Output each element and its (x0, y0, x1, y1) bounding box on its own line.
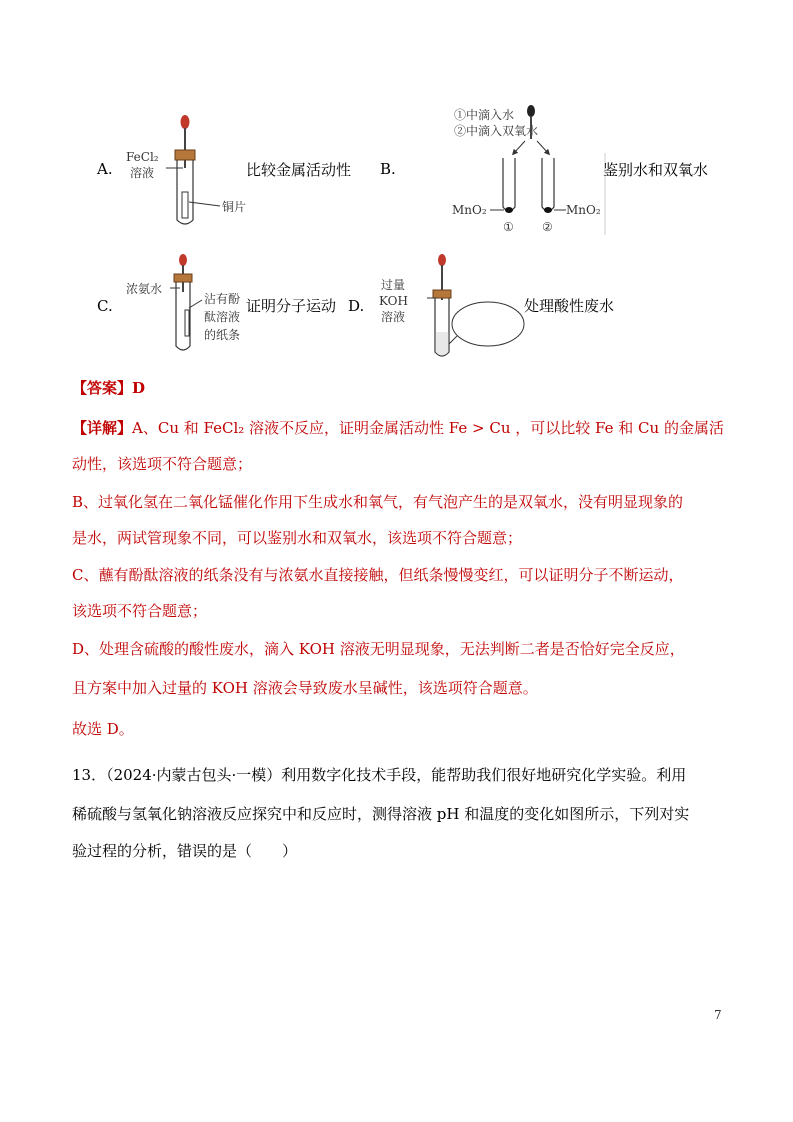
detail-a-text1: A、Cu 和 FeCl₂ 溶液不反应，证明金属活动性 Fe > Cu ，可以比较 Fe 和 Cu 的金属活 (132, 419, 724, 437)
koh-test-tube-icon (375, 248, 525, 360)
paper-label-2: 酞溶液 (204, 310, 241, 324)
fecl2-label: FeCl₂ (126, 150, 159, 164)
answer-value: D (132, 379, 146, 397)
copper-strip-label: 铜片 (222, 200, 247, 214)
question13-line1: 13．（2024·内蒙古包头·一模）利用数字化技术手段，能帮助我们很好地研究化学实验。利用 (72, 766, 687, 784)
page-number: 7 (714, 1008, 722, 1022)
detail-d-line1: D、处理含硫酸的酸性废水，滴入 KOH 溶液无明显现象，无法判断二者是否恰好完全反应， (72, 640, 685, 658)
option-c-diagram (120, 248, 250, 360)
detail-a-line1 (72, 410, 732, 446)
option-b-caption: 鉴别水和双氧水 (603, 161, 709, 179)
question13-line3: 验过程的分析，错误的是（ ） (72, 842, 298, 860)
detail-a-line2: 动性，该选项不符合题意； (72, 455, 253, 473)
detail-c-line2: 该选项不符合题意； (72, 602, 208, 620)
detail-b-line1: B、过氧化氢在二氧化锰催化作用下生成水和氧气，有气泡产生的是双氧水，没有明显现象的 (72, 493, 684, 511)
test-tube-with-dropper-icon (120, 110, 250, 230)
option-c-caption: 证明分子运动 (246, 297, 337, 315)
ammonia-test-tube-icon (120, 248, 250, 360)
answer-line (72, 370, 732, 406)
detail-label: 【详解】 (72, 419, 133, 437)
option-a-letter: A. (97, 160, 113, 178)
koh-label: KOH (379, 294, 408, 308)
step2-label: ②中滴入双氧水 (454, 124, 539, 138)
paper-label-3: 的纸条 (204, 328, 241, 342)
option-b-letter: B. (380, 160, 396, 178)
option-c-letter: C. (97, 297, 113, 315)
ammonia-label: 浓氨水 (126, 282, 163, 296)
answer-label: 【答案】 (72, 379, 133, 397)
solution-label: 溶液 (130, 166, 155, 180)
koh-solution-label: 溶液 (381, 310, 406, 324)
option-d-diagram (375, 248, 525, 360)
question13-line2: 稀硫酸与氢氧化钠溶液反应探究中和反应时，测得溶液 pH 和温度的变化如图所示，下列对实 (72, 805, 690, 823)
paper-label-1: 沾有酚 (204, 292, 241, 306)
excess-label: 过量 (381, 278, 406, 292)
step1-label: ①中滴入水 (454, 108, 515, 122)
two-test-tubes-icon (450, 103, 610, 238)
detail-c-line1: C、蘸有酚酞溶液的纸条没有与浓氨水直接接触，但纸条慢慢变红，可以证明分子不断运动， (72, 566, 684, 584)
detail-d-line2: 且方案中加入过量的 KOH 溶液会导致废水呈碱性，该选项符合题意。 (72, 679, 538, 697)
option-a-diagram (120, 110, 250, 230)
option-b-diagram (450, 103, 610, 238)
mno2-left-label: MnO₂ (452, 203, 487, 217)
option-d-letter: D. (348, 297, 365, 315)
mno2-right-label: MnO₂ (566, 203, 601, 217)
tube2-label: ② (542, 220, 553, 234)
option-a-caption: 比较金属活动性 (246, 161, 352, 179)
detail-b-line2: 是水，两试管现象不同，可以鉴别水和双氧水，该选项不符合题意； (72, 529, 523, 547)
conclusion: 故选 D。 (72, 720, 134, 738)
option-d-caption: 处理酸性废水 (524, 297, 615, 315)
tube1-label: ① (503, 220, 514, 234)
